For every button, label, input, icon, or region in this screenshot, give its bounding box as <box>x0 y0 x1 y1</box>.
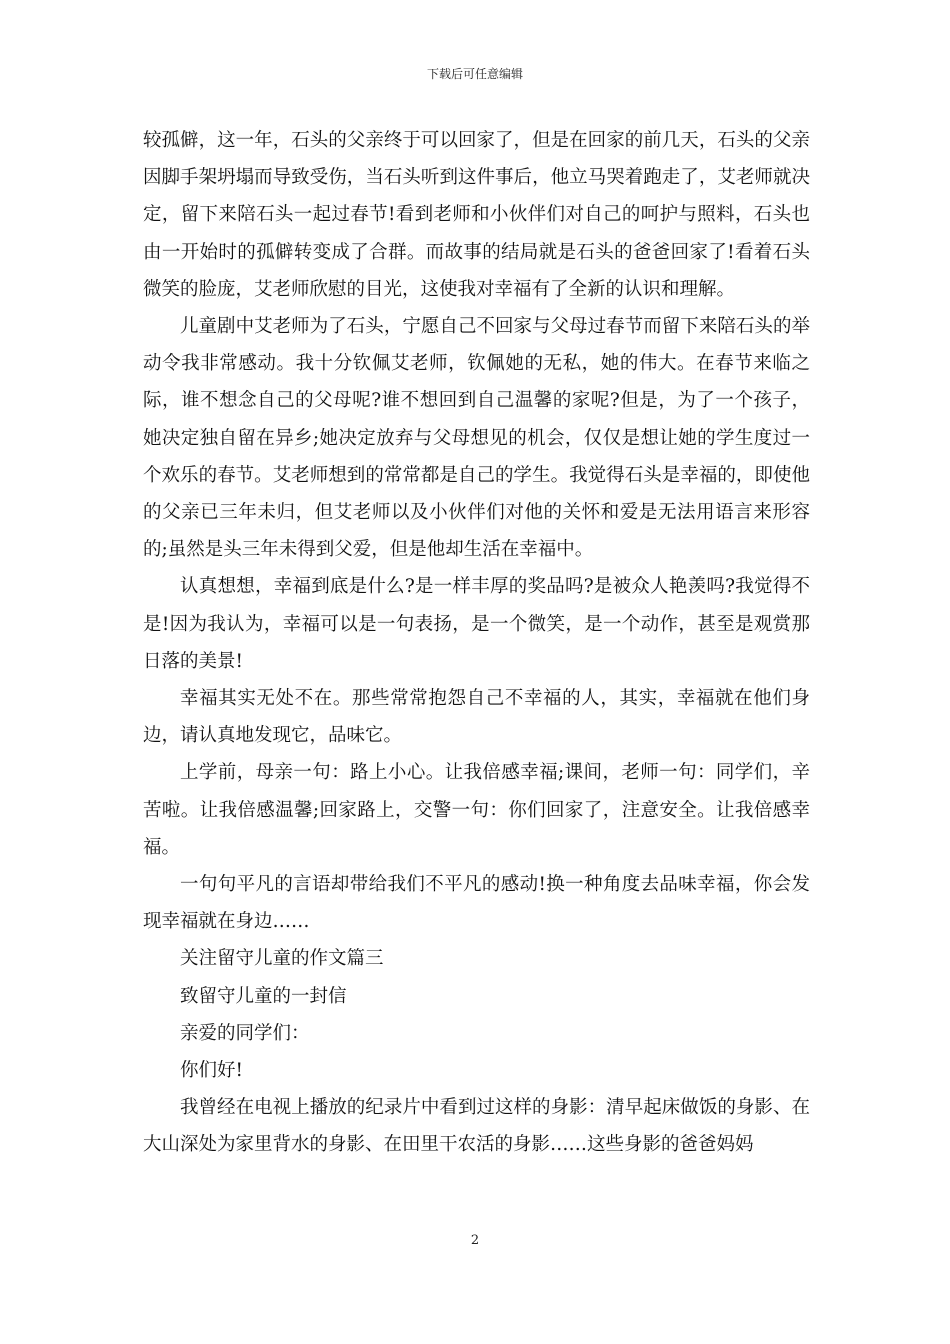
paragraph: 幸福其实无处不在。那些常常抱怨自己不幸福的人，其实，幸福就在他们身边，请认真地发现它，品味它。 <box>143 688 810 747</box>
letter-salutation: 亲爱的同学们： <box>180 1022 310 1044</box>
letter-greeting: 你们好! <box>180 1060 243 1082</box>
paragraph: 认真想想，幸福到底是什么?是一样丰厚的奖品吗?是被众人艳羡吗?我觉得不是!因为我认为，幸福可以是一句表扬，是一个微笑，是一个动作，甚至是观赏那日落的美景! <box>143 576 810 672</box>
page-header: 下载后可任意编辑 <box>426 67 523 81</box>
page-number: 2 <box>470 1233 480 1248</box>
section-title: 关注留守儿童的作文篇三 <box>180 948 384 970</box>
paragraph: 儿童剧中艾老师为了石头，宁愿自己不回家与父母过春节而留下来陪石头的举动令我非常感动。我十分钦佩艾老师，钦佩她的无私，她的伟大。在春节来临之际，谁不想念自己的父母呢?谁不想回到自己温馨的家呢?但是，为了一个孩子，她决定独自留在异乡;她决定放弃与父母想见的机会，仅仅是想让她的学生度过一个欢乐的春节。艾老师想到的常常都是自己的学生。我觉得石头是幸福的，即使他的父亲已三年未归，但艾老师以及小伙伴们对他的关怀和爱是无法用语言来形容的;虽然是头三年未得到父爱，但是他却生活在幸福中。 <box>143 316 810 561</box>
paragraph: 较孤僻，这一年，石头的父亲终于可以回家了，但是在回家的前几天，石头的父亲因脚手架坍塌而导致受伤，当石头听到这件事后，他立马哭着跑走了，艾老师就决定，留下来陪石头一起过春节!看到老师和小伙伴们对自己的呵护与照料，石头也由一开始时的孤僻转变成了合群。而故事的结局就是石头的爸爸回家了!看着石头微笑的脸庞，艾老师欣慰的目光，这使我对幸福有了全新的认识和理解。 <box>143 130 810 300</box>
paragraph: 一句句平凡的言语却带给我们不平凡的感动!换一种角度去品味幸福，你会发现幸福就在身边…… <box>143 874 810 933</box>
letter-title: 致留守儿童的一封信 <box>180 985 347 1007</box>
document-body <box>143 122 810 1164</box>
paragraph: 上学前，母亲一句：路上小心。让我倍感幸福;课间，老师一句：同学们，辛苦啦。让我倍感温馨;回家路上，交警一句：你们回家了，注意安全。让我倍感幸福。 <box>143 762 810 858</box>
paragraph: 我曾经在电视上播放的纪录片中看到过这样的身影：清早起床做饭的身影、在大山深处为家里背水的身影、在田里干农活的身影……这些身影的爸爸妈妈 <box>143 1097 810 1156</box>
